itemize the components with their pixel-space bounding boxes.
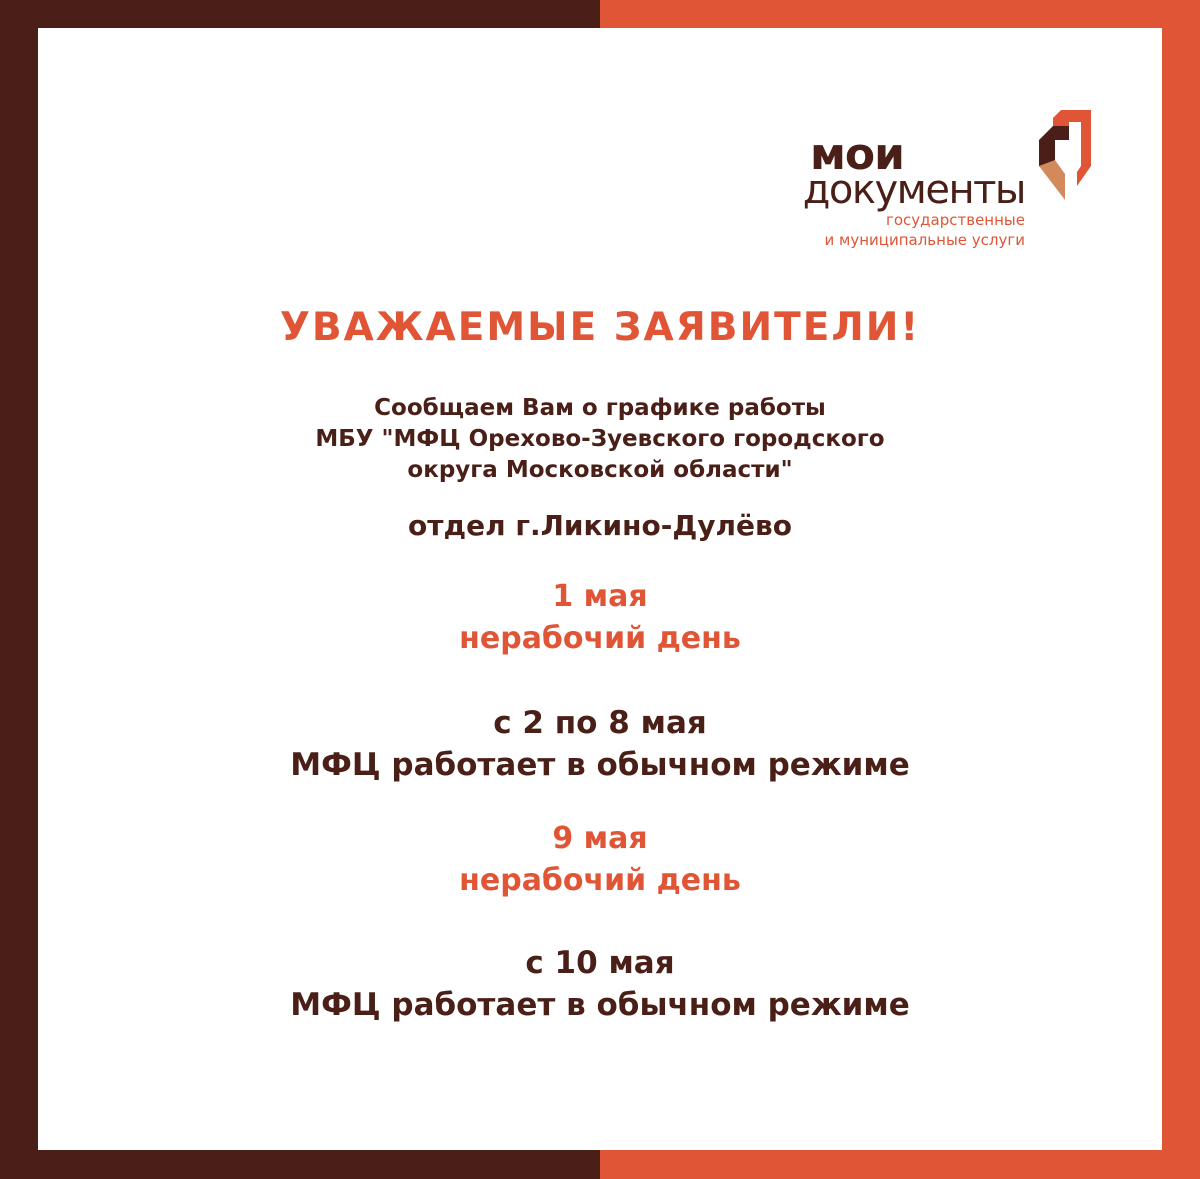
schedule-item-2 (38, 702, 1162, 786)
schedule-date: с 10 мая (525, 945, 675, 981)
intro-text (38, 393, 1162, 486)
schedule-status: нерабочий день (459, 621, 741, 656)
page-title: УВАЖАЕМЫЕ ЗАЯВИТЕЛИ! (279, 305, 921, 350)
schedule-status: МФЦ работает в обычном режиме (290, 987, 910, 1023)
schedule-item-1 (38, 576, 1162, 660)
logo-line-2: документы (802, 167, 1025, 213)
schedule-item-4 (38, 942, 1162, 1026)
department-name: отдел г.Ликино-Дулёво (408, 509, 792, 542)
schedule-date: с 2 по 8 мая (493, 705, 707, 741)
schedule-status: нерабочий день (459, 863, 741, 898)
mfc-emblem-icon (1039, 110, 1091, 202)
schedule-status: МФЦ работает в обычном режиме (290, 747, 910, 783)
schedule-item-3 (38, 818, 1162, 902)
intro-line-3: округа Московской области" (407, 457, 793, 483)
logo-subtitle (824, 210, 1025, 250)
schedule-date: 9 мая (552, 821, 648, 856)
intro-line-1: Сообщаем Вам о графике работы (374, 395, 826, 421)
logo-subtitle-line-2: и муниципальные услуги (824, 231, 1025, 249)
intro-line-2: МБУ "МФЦ Орехово-Зуевского городского (315, 426, 885, 452)
logo-line-1: мои (809, 129, 904, 180)
schedule-date: 1 мая (552, 579, 648, 614)
moi-dokumenty-logo (728, 110, 1088, 260)
logo-subtitle-line-1: государственные (885, 211, 1025, 229)
